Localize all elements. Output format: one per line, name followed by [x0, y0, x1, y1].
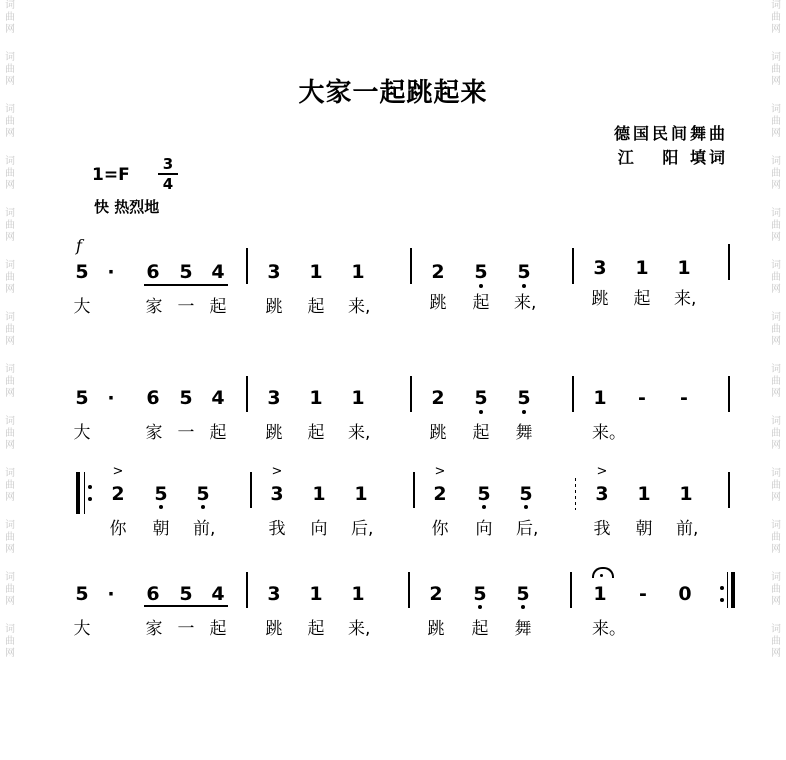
repeat-start-thin	[84, 472, 85, 514]
watermark-glyph: 曲	[5, 12, 15, 23]
watermark-glyph: 曲	[771, 168, 781, 179]
repeat-dot	[88, 497, 92, 501]
note: 5	[75, 583, 89, 605]
lyric: 舞	[514, 619, 532, 639]
watermark-glyph: 网	[771, 180, 781, 191]
time-top: 3	[162, 155, 174, 173]
note: 2	[431, 261, 445, 283]
watermark-glyph: 词	[771, 104, 781, 115]
lyric: 跳	[265, 423, 283, 443]
watermark-glyph: 曲	[771, 584, 781, 595]
composer-credit: 德国民间舞曲	[613, 124, 728, 143]
note-dot: ·	[107, 261, 115, 283]
lyric: 跳	[265, 297, 283, 317]
note: 1	[635, 257, 649, 279]
lyric: 一	[177, 619, 195, 639]
lyric: 来,	[348, 297, 371, 317]
watermark-glyph: 曲	[5, 428, 15, 439]
lyric: 前,	[676, 519, 699, 539]
lyric: 我	[593, 519, 611, 539]
note: 5	[519, 483, 533, 505]
repeat-dot	[720, 598, 724, 602]
note: 5	[154, 483, 168, 505]
lyric: 起	[307, 619, 325, 639]
watermark-glyph: 网	[5, 492, 15, 503]
lyric: 跳	[591, 289, 609, 309]
lyric: 大	[73, 619, 91, 639]
accent-mark: >	[596, 464, 608, 479]
note-dash: -	[638, 387, 646, 409]
barline	[728, 244, 730, 280]
watermark-glyph: 词	[5, 208, 15, 219]
watermark-glyph: 曲	[5, 636, 15, 647]
watermark-glyph: 网	[771, 492, 781, 503]
note: 1	[593, 387, 607, 409]
note: 1	[312, 483, 326, 505]
watermark-glyph: 曲	[5, 324, 15, 335]
low-octave-dot	[201, 505, 205, 509]
watermark-glyph: 网	[5, 24, 15, 35]
note: 1	[637, 483, 651, 505]
lyric: 家	[145, 423, 163, 443]
lyricist-credit: 江 阳 填词	[617, 148, 728, 167]
barline	[410, 376, 412, 412]
note: 6	[146, 261, 160, 283]
watermark-glyph: 词	[771, 520, 781, 531]
watermark-glyph: 词	[771, 0, 781, 11]
eighth-underline	[144, 605, 228, 607]
lyric: 跳	[265, 619, 283, 639]
lyric: 一	[177, 423, 195, 443]
low-octave-dot	[522, 410, 526, 414]
note: 5	[75, 387, 89, 409]
fermata-icon	[592, 567, 614, 578]
note: 1	[309, 387, 323, 409]
low-octave-dot	[478, 605, 482, 609]
lyric: 家	[145, 619, 163, 639]
watermark-glyph: 词	[5, 312, 15, 323]
lyric: 来,	[348, 619, 371, 639]
note-dash: -	[639, 583, 647, 605]
note: 5	[517, 387, 531, 409]
note-dot: ·	[107, 583, 115, 605]
watermark-glyph: 词	[771, 312, 781, 323]
note: 1	[309, 583, 323, 605]
watermark-glyph: 词	[771, 416, 781, 427]
note: 5	[477, 483, 491, 505]
low-octave-dot	[482, 505, 486, 509]
lyric: 起	[209, 297, 227, 317]
lyric: 一	[177, 297, 195, 317]
lyric: 来。	[592, 619, 626, 639]
barline	[250, 472, 252, 508]
barline	[246, 376, 248, 412]
lyric: 家	[145, 297, 163, 317]
note: 4	[211, 387, 225, 409]
lyric: 我	[268, 519, 286, 539]
note: 5	[196, 483, 210, 505]
barline	[413, 472, 415, 508]
watermark-glyph: 网	[5, 596, 15, 607]
barline	[408, 572, 410, 608]
barline	[246, 248, 248, 284]
watermark-glyph: 曲	[5, 480, 15, 491]
watermark-glyph: 词	[771, 624, 781, 635]
lyric: 大	[73, 297, 91, 317]
low-octave-dot	[521, 605, 525, 609]
eighth-underline	[144, 284, 228, 286]
lyric: 后,	[516, 519, 539, 539]
watermark-glyph: 网	[771, 284, 781, 295]
accent-mark: >	[434, 464, 446, 479]
watermark-glyph: 曲	[5, 376, 15, 387]
note: 1	[677, 257, 691, 279]
watermark-glyph: 网	[771, 24, 781, 35]
watermark-glyph: 曲	[5, 168, 15, 179]
watermark-glyph: 词	[5, 156, 15, 167]
watermark-glyph: 词	[5, 520, 15, 531]
watermark-glyph: 词	[5, 364, 15, 375]
lyric: 起	[209, 619, 227, 639]
watermark-glyph: 网	[5, 232, 15, 243]
low-octave-dot	[479, 284, 483, 288]
watermark-glyph: 曲	[5, 584, 15, 595]
lyric: 舞	[515, 423, 533, 443]
note: 3	[595, 483, 609, 505]
watermark-glyph: 词	[771, 208, 781, 219]
lyric: 起	[472, 423, 490, 443]
note: 3	[270, 483, 284, 505]
low-octave-dot	[159, 505, 163, 509]
watermark-glyph: 曲	[771, 532, 781, 543]
lyric: 后,	[351, 519, 374, 539]
lyric: 起	[472, 293, 490, 313]
lyric: 前,	[193, 519, 216, 539]
dashed-barline	[575, 478, 576, 510]
watermark-glyph: 网	[771, 128, 781, 139]
watermark-glyph: 网	[5, 284, 15, 295]
watermark-glyph: 词	[771, 260, 781, 271]
watermark-glyph: 网	[771, 440, 781, 451]
note: 5	[474, 261, 488, 283]
note: 1	[679, 483, 693, 505]
note: 2	[433, 483, 447, 505]
note-dot: ·	[107, 387, 115, 409]
lyric: 起	[307, 297, 325, 317]
watermark-glyph: 曲	[771, 116, 781, 127]
watermark-glyph: 曲	[771, 324, 781, 335]
watermark-glyph: 曲	[771, 12, 781, 23]
watermark-glyph: 词	[5, 104, 15, 115]
watermark-glyph: 网	[5, 544, 15, 555]
barline	[572, 248, 574, 284]
note: 2	[431, 387, 445, 409]
watermark-glyph: 词	[771, 156, 781, 167]
note: 5	[179, 387, 193, 409]
watermark-glyph: 词	[5, 0, 15, 11]
watermark-glyph: 词	[5, 468, 15, 479]
note: 1	[309, 261, 323, 283]
watermark-glyph: 曲	[771, 272, 781, 283]
low-octave-dot	[479, 410, 483, 414]
note: 4	[211, 583, 225, 605]
watermark-glyph: 曲	[771, 220, 781, 231]
note: 5	[517, 261, 531, 283]
note-dash: -	[680, 387, 688, 409]
accent-mark: >	[271, 464, 283, 479]
lyric: 你	[109, 519, 127, 539]
watermark-glyph: 曲	[771, 636, 781, 647]
watermark-glyph: 曲	[5, 220, 15, 231]
lyric: 起	[633, 289, 651, 309]
note: 1	[593, 583, 607, 605]
song-title: 大家一起跳起来	[298, 78, 488, 108]
note: 6	[146, 583, 160, 605]
watermark-glyph: 词	[771, 572, 781, 583]
watermark-glyph: 曲	[5, 64, 15, 75]
lyric: 朝	[635, 519, 653, 539]
watermark-glyph: 曲	[771, 428, 781, 439]
time-bottom: 4	[162, 175, 174, 193]
lyric: 来,	[514, 293, 537, 313]
note: 1	[351, 261, 365, 283]
lyric: 你	[431, 519, 449, 539]
lyric: 起	[471, 619, 489, 639]
lyric: 来,	[674, 289, 697, 309]
lyric: 起	[307, 423, 325, 443]
barline	[572, 376, 574, 412]
repeat-dot	[720, 586, 724, 590]
watermark-glyph: 网	[771, 648, 781, 659]
barline	[728, 376, 730, 412]
lyric: 来,	[348, 423, 371, 443]
watermark-glyph: 词	[5, 416, 15, 427]
note: 5	[474, 387, 488, 409]
lyric: 起	[209, 423, 227, 443]
watermark-glyph: 网	[5, 440, 15, 451]
watermark-glyph: 词	[771, 52, 781, 63]
lyric: 朝	[152, 519, 170, 539]
time-signature	[158, 156, 178, 192]
watermark-glyph: 网	[771, 76, 781, 87]
note: 3	[593, 257, 607, 279]
lyric: 向	[475, 519, 493, 539]
watermark-glyph: 曲	[5, 116, 15, 127]
watermark-glyph: 网	[5, 128, 15, 139]
note: 5	[473, 583, 487, 605]
repeat-start-thick	[76, 472, 80, 514]
watermark-glyph: 曲	[5, 532, 15, 543]
note: 3	[267, 261, 281, 283]
watermark-glyph: 曲	[771, 64, 781, 75]
lyric: 跳	[429, 293, 447, 313]
watermark-glyph: 词	[5, 260, 15, 271]
watermark-glyph: 网	[771, 232, 781, 243]
note: 4	[211, 261, 225, 283]
lyric: 大	[73, 423, 91, 443]
watermark-glyph: 网	[5, 76, 15, 87]
watermark-glyph: 曲	[771, 376, 781, 387]
note: 6	[146, 387, 160, 409]
note: 3	[267, 387, 281, 409]
note-rest: 0	[678, 583, 692, 605]
watermark-glyph: 词	[5, 52, 15, 63]
watermark-glyph: 曲	[5, 272, 15, 283]
note: 5	[75, 261, 89, 283]
note: 1	[354, 483, 368, 505]
accent-mark: >	[112, 464, 124, 479]
repeat-dot	[88, 485, 92, 489]
watermark-glyph: 网	[771, 388, 781, 399]
watermark-glyph: 网	[5, 336, 15, 347]
watermark-glyph: 词	[5, 624, 15, 635]
note: 5	[516, 583, 530, 605]
note: 2	[111, 483, 125, 505]
repeat-end-thick	[731, 572, 735, 608]
watermark-glyph: 词	[5, 572, 15, 583]
watermark-glyph: 网	[5, 388, 15, 399]
watermark-glyph: 网	[771, 336, 781, 347]
note: 3	[267, 583, 281, 605]
barline	[728, 472, 730, 508]
watermark-glyph: 网	[5, 180, 15, 191]
repeat-end-thin	[727, 572, 728, 608]
watermark-glyph: 词	[771, 468, 781, 479]
lyric: 向	[310, 519, 328, 539]
note: 1	[351, 583, 365, 605]
lyric: 来。	[592, 423, 626, 443]
watermark-glyph: 词	[771, 364, 781, 375]
low-octave-dot	[522, 284, 526, 288]
note: 2	[429, 583, 443, 605]
barline	[570, 572, 572, 608]
dynamic-marking: f	[76, 236, 82, 255]
tempo-marking: 快 热烈地	[94, 198, 160, 216]
barline	[246, 572, 248, 608]
note: 5	[179, 261, 193, 283]
lyric: 跳	[429, 423, 447, 443]
watermark-glyph: 网	[5, 648, 15, 659]
note: 5	[179, 583, 193, 605]
barline	[410, 248, 412, 284]
lyric: 跳	[427, 619, 445, 639]
watermark-glyph: 网	[771, 596, 781, 607]
watermark-glyph: 曲	[771, 480, 781, 491]
low-octave-dot	[524, 505, 528, 509]
key-signature: 1=F	[92, 165, 130, 185]
watermark-glyph: 网	[771, 544, 781, 555]
note: 1	[351, 387, 365, 409]
